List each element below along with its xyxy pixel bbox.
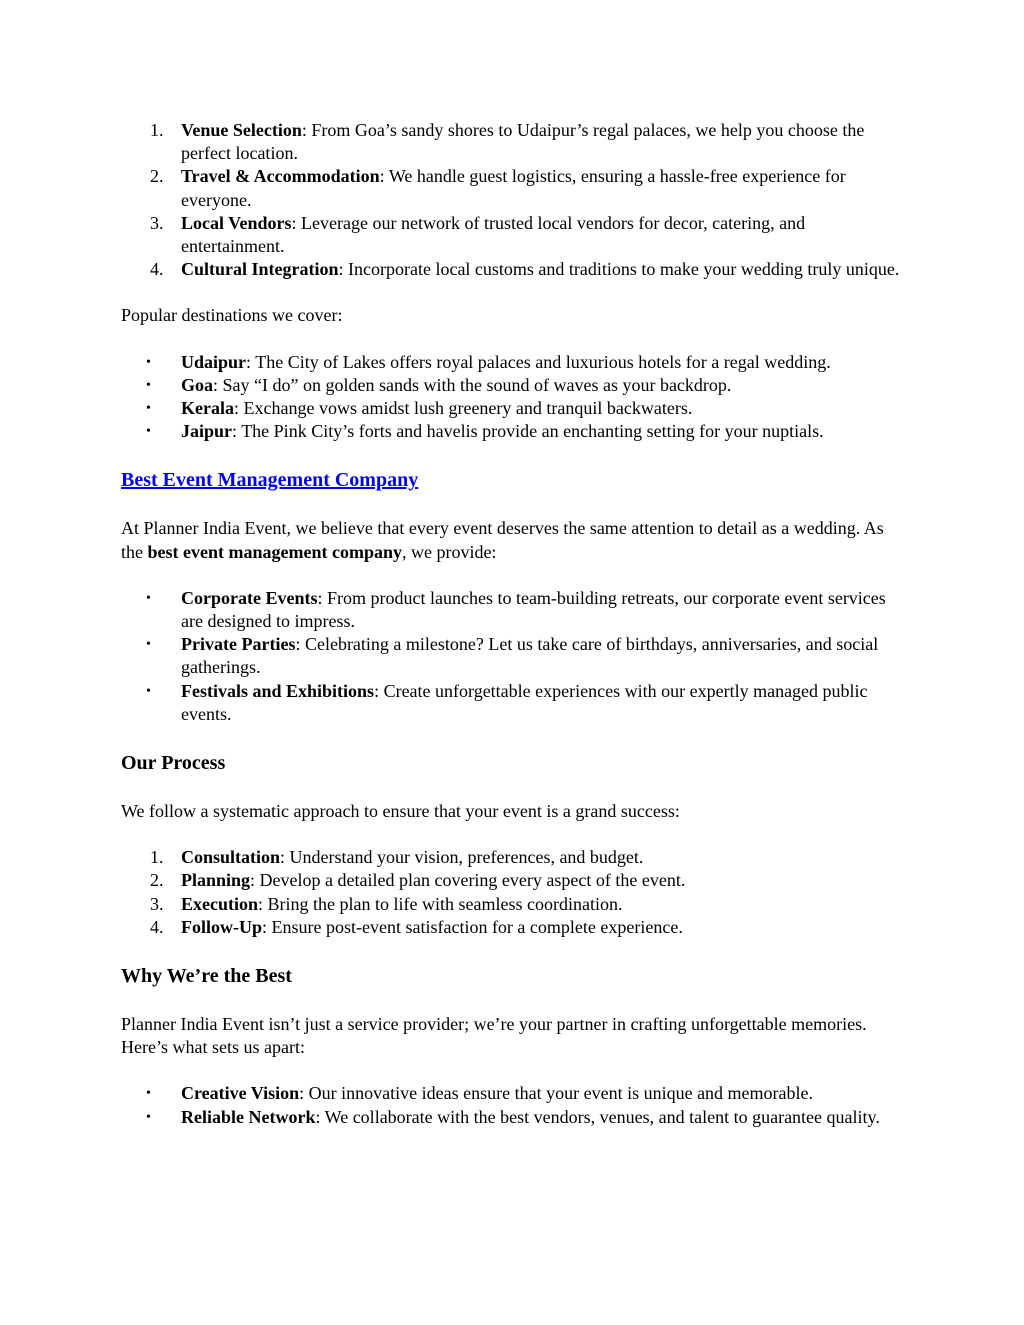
list-item [121,165,906,211]
list-item [121,846,906,869]
list-term: Planning [181,870,251,891]
list-term: Creative Vision [181,1083,300,1104]
event-services-list [121,587,906,726]
bullet-icon: • [146,354,151,370]
why-heading: Why We’re the Best [121,965,292,988]
list-number: 1. [150,120,164,140]
bullet-icon: • [146,590,151,606]
list-item [121,119,906,165]
list-number: 3. [150,893,164,914]
list-item [121,893,906,916]
list-text: : Ensure post-event satisfaction for a complete experience. [262,916,683,937]
bullet-icon: • [146,1109,151,1125]
list-item [121,587,906,633]
bullet-icon: • [146,401,151,417]
list-text: : Create unforgettable experiences with our expertly managed public events. [181,680,868,724]
list-number: 3. [150,212,164,233]
list-item [121,633,906,679]
list-text: : Bring the plan to life with seamless coordination. [258,893,623,914]
list-term: Goa [181,374,214,395]
bullet-icon: • [146,683,151,699]
destinations-list [121,351,906,444]
list-item [121,212,906,258]
event-intro [121,517,906,563]
list-term: Venue Selection [181,120,302,140]
list-item [121,351,906,374]
list-term: Consultation [181,847,281,868]
list-item [121,869,906,892]
list-term: Kerala [181,398,234,419]
list-text: : Our innovative ideas ensure that your event is unique and memorable. [299,1083,814,1104]
bullet-icon: • [146,424,151,440]
list-text: : Leverage our network of trusted local vendors for decor, catering, and entertainment. [181,212,806,257]
list-term: Cultural Integration [181,259,339,280]
list-term: Follow-Up [181,916,262,937]
event-intro-tail: , we provide: [401,541,497,562]
list-item [121,258,906,281]
list-number: 1. [150,847,164,868]
list-number: 2. [150,870,164,891]
list-text: : We collaborate with the best vendors, venues, and talent to guarantee quality. [315,1106,880,1127]
list-text: : Incorporate local customs and traditions to make your wedding truly unique. [338,259,900,280]
list-number: 4. [150,259,164,280]
list-text: : The City of Lakes offers royal palaces and luxurious hotels for a regal wedding. [246,351,831,372]
list-text: : Exchange vows amidst lush greenery and tranquil backwaters. [233,398,693,419]
list-term: Execution [181,893,259,914]
why-list [121,1082,906,1128]
destinations-intro: Popular destinations we cover: [121,305,343,326]
list-term: Private Parties [181,634,296,655]
list-term: Jaipur [181,421,233,442]
why-intro: Planner India Event isn’t just a service provider; we’re your partner in crafting unforgettable memories. Here’s what sets us apart: [121,1014,867,1058]
list-item [121,1082,906,1105]
list-text: : Develop a detailed plan covering every aspect of the event. [250,870,686,891]
list-text: : Celebrating a milestone? Let us take care of birthdays, anniversaries, and social gatherings. [181,634,879,678]
event-intro-text: At Planner India Event, we believe that every event deserves the same attention to detail as a wedding. As the [121,518,884,562]
list-term: Local Vendors [181,212,292,233]
list-item [121,420,906,443]
list-term: Reliable Network [181,1106,316,1127]
document-page [121,119,906,1129]
event-heading-link[interactable]: Best Event Management Company [121,469,419,492]
list-item [121,1106,906,1129]
list-term: Festivals and Exhibitions [181,680,375,701]
list-number: 4. [150,916,164,937]
list-text: : From Goa’s sandy shores to Udaipur’s regal palaces, we help you choose the perfect location. [181,120,865,164]
list-term: Travel & Accommodation [181,166,380,187]
list-text: : From product launches to team-building retreats, our corporate event services are designed to impress. [181,587,886,632]
list-text: : Say “I do” on golden sands with the sound of waves as your backdrop. [213,374,732,395]
bullet-icon: • [146,377,151,393]
list-term: Udaipur [181,351,247,372]
process-steps-list [121,846,906,939]
bullet-icon: • [146,1086,151,1102]
list-term: Corporate Events [181,587,318,608]
event-heading [121,467,906,493]
process-intro: We follow a systematic approach to ensure that your event is a grand success: [121,801,680,822]
process-heading: Our Process [121,752,226,775]
list-text: : The Pink City’s forts and havelis provide an enchanting setting for your nuptials. [232,421,824,442]
list-item [121,680,906,726]
list-text: : We handle guest logistics, ensuring a hassle-free experience for everyone. [181,166,846,210]
event-intro-bold: best event management company [147,541,402,562]
list-text: : Understand your vision, preferences, and budget. [280,847,644,868]
list-number: 2. [150,166,164,187]
list-item [121,374,906,397]
bullet-icon: • [146,637,151,653]
list-item [121,397,906,420]
venue-steps-list [121,119,906,281]
list-item [121,916,906,939]
